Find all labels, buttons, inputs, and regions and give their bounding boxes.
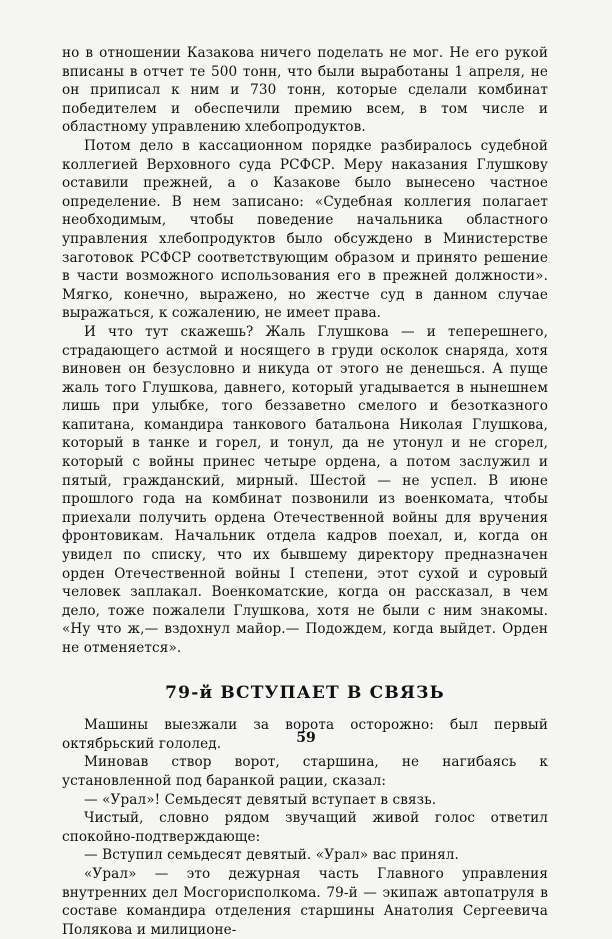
paragraph: Чистый, словно рядом звучащий живой голос ответил спокойно-подтверждающе: [62,810,548,845]
paragraph: — Вступил семьдесят девятый. «Урал» вас принял. [84,847,459,864]
paragraph: Машины выезжали за ворота осторожно: был первый октябрьский гололед. [62,717,548,752]
paragraph: Миновав створ ворот, старшина, не нагибаясь к установленной под баранкой рации, сказал: [62,754,548,789]
page-text [62,44,548,939]
paragraph: «Урал» — это дежурная часть Главного управления внутренних дел Мосгорисполкома. 79-й — экипаж автопатруля в составе командира отделения старшины Анатолия Сергеевича Полякова и милиционе- [62,865,548,938]
page-number: 59 [296,730,316,746]
section-heading: 79-й ВСТУПАЕТ В СВЯЗЬ [165,682,445,703]
paragraph: Потом дело в кассационном порядке разбиралось судебной коллегией Верховного суда РСФСР. Меру наказания Глушкову оставили прежней, а о Казакове было вынесено частное определение. В нем записано: «Судебная коллегия полагает необходимым, чтобы поведение начальника областного управления хлебопродуктов было обсуждено в Министерстве заготовок РСФСР соответствующим образом и принято решение в части возможного использования его в прежней должности». Мягко, конечно, выражено, но жестче суд в данном случае выражаться, к сожалению, не имеет права. [62,137,548,322]
paragraph: но в отношении Казакова ничего поделать не мог. Не его рукой вписаны в отчет те 500 тонн, что были выработаны 1 апреля, не он приписал к ним и 730 тонн, которые сделали комбинат победителем и обеспечили премию всем, в том числе и областному управлению хлебопродуктов. [62,45,548,136]
paragraph: И что тут скажешь? Жаль Глушкова — и теперешнего, страдающего астмой и носящего в груди осколок снаряда, хотя виновен он безусловно и никуда от этого не денешься. А пуще жаль того Глушкова, давнего, который угадывается в нынешнем лишь при улыбке, того беззаветно смелого и безотказного капитана, командира танкового батальона Николая Глушкова, который в танке и горел, и тонул, да не утонул и не сгорел, который с войны принес четыре ордена, а потом заслужил и пятый, гражданский, мирный. Шестой — не успел. В июне прошлого года на комбинат позвонили из военкомата, чтобы приехали получить ордена Отечественной войны для вручения фронтовикам. Начальник отдела кадров поехал, и, когда он увидел по списку, что их бывшему директору предназначен орден Отечественной войны I степени, этот сухой и суровый человек заплакал. Военкоматские, когда он рассказал, в чем дело, тоже пожалели Глушкова, хотя не были с ним знакомы. «Ну что ж,— вздохнул майор.— Подождем, когда выйдет. Орден не отменяется». [62,323,548,656]
paragraph: — «Урал»! Семьдесят девятый вступает в связь. [84,791,437,808]
